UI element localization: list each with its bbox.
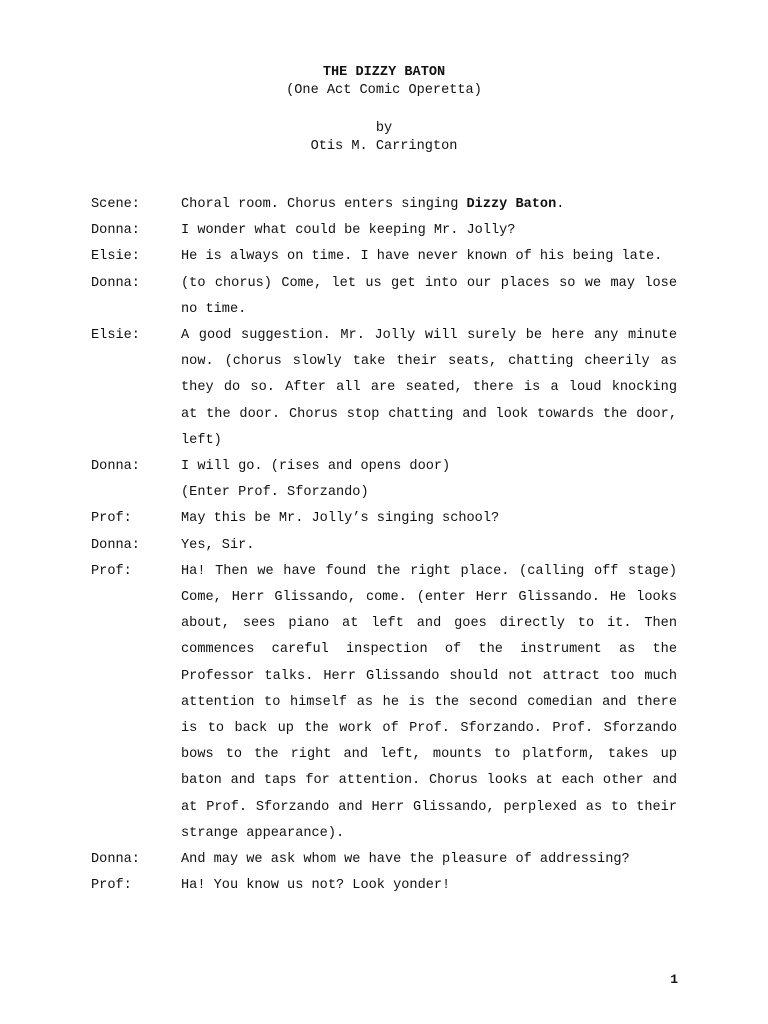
speaker-label: Prof: xyxy=(91,878,132,894)
play-title: THE DIZZY BATON xyxy=(322,65,446,80)
speaker-label: Prof: xyxy=(91,563,132,579)
dialogue-text: I will go. (rises and opens door) xyxy=(181,459,451,475)
dialogue-text: I wonder what could be keeping Mr. Jolly? xyxy=(181,223,516,239)
page-number: 1 xyxy=(670,972,678,987)
song-title: Dizzy Baton xyxy=(466,197,557,212)
speaker-label: Prof: xyxy=(91,511,132,527)
script-line xyxy=(91,323,677,454)
stage-direction-line xyxy=(91,480,677,506)
speaker-label: Donna: xyxy=(91,223,140,239)
dialogue-text: Ha! You know us not? Look yonder! xyxy=(181,878,451,894)
script-line xyxy=(91,533,677,559)
speaker-label: Elsie: xyxy=(91,249,140,265)
speaker-label: Elsie: xyxy=(91,328,140,344)
speaker-label xyxy=(91,480,181,506)
script-line xyxy=(91,218,677,244)
script-line xyxy=(91,506,677,532)
script-line xyxy=(91,454,677,480)
stage-direction-text: (Enter Prof. Sforzando) xyxy=(181,485,369,501)
dialogue-text: May this be Mr. Jolly’s singing school? xyxy=(181,511,500,527)
dialogue-text: (to chorus) Come, let us get into our places so we may lose no time. xyxy=(181,275,677,317)
byline-label: by xyxy=(375,121,393,136)
script-line xyxy=(91,559,677,847)
script-line xyxy=(91,873,677,899)
speaker-label: Donna: xyxy=(91,459,140,475)
speaker-label: Donna: xyxy=(91,275,140,291)
speaker-label: Donna: xyxy=(91,537,140,553)
play-subtitle: (One Act Comic Operetta) xyxy=(286,83,482,98)
dialogue-text: Choral room. Chorus enters singing Dizzy Baton. xyxy=(181,197,565,212)
script-line xyxy=(91,847,677,873)
dialogue-text: Ha! Then we have found the right place. (calling off stage) Come, Herr Glissando, come. (enter Herr Glissando. He looks about, sees piano at left and goes directly to it. Then commences careful inspection of the instrument as the Professor talks. Herr Glissando should not attract too much attention to himself as he is the second comedian and there is to back up the work of Prof. Sforzando. Prof. Sforzando bows to the right and left, mounts to platform, takes up baton and taps for attention. Chorus looks at each other and at Prof. Sforzando and Herr Glissando, perplexed as to their strange appearance). xyxy=(181,563,677,841)
author-name: Otis M. Carrington xyxy=(310,139,458,154)
script-line xyxy=(91,192,677,218)
script-line xyxy=(91,271,677,323)
script-body xyxy=(91,192,677,899)
speaker-label: Donna: xyxy=(91,852,140,868)
script-line xyxy=(91,244,677,270)
dialogue-text: Yes, Sir. xyxy=(181,537,255,553)
document-header xyxy=(0,64,768,156)
dialogue-text: And may we ask whom we have the pleasure of addressing? xyxy=(181,852,630,868)
speaker-label: Scene: xyxy=(91,197,140,212)
dialogue-text: A good suggestion. Mr. Jolly will surely be here any minute now. (chorus slowly take their seats, chatting cheerily as they do so. After all are seated, there is a loud knocking at the door. Chorus stop chatting and look towards the door, left) xyxy=(181,328,677,448)
dialogue-text: He is always on time. I have never known of his being late. xyxy=(181,249,663,265)
